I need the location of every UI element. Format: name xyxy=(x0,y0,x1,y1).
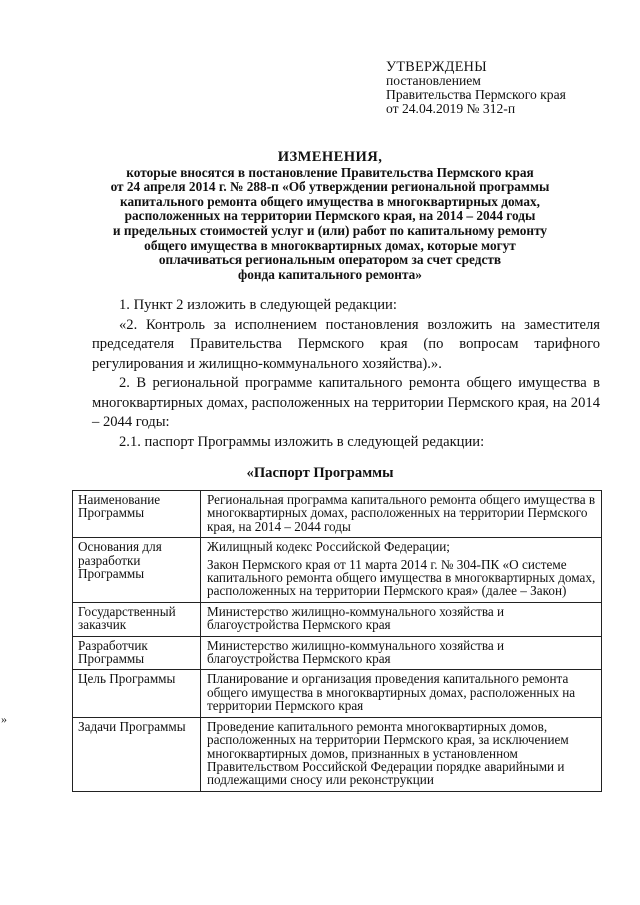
document-title xyxy=(70,150,590,282)
margin-mark: » xyxy=(1,712,7,726)
passport-title: «Паспорт Программы xyxy=(246,465,394,481)
row-value: Региональная программа капитального ремонта общего имущества в многоквартирных домах, расположенных на территории Пермского края, на 2014 – 2044 годы xyxy=(201,491,602,538)
title-line: фонда капитального ремонта» xyxy=(238,266,422,282)
table-row xyxy=(73,670,602,717)
approval-line: постановлением xyxy=(386,73,481,88)
table-row xyxy=(73,602,602,636)
table-row xyxy=(73,636,602,670)
table-row xyxy=(73,717,602,791)
approval-block xyxy=(386,60,566,116)
title-line: расположенных на территории Пермского края, на 2014 – 2044 годы xyxy=(124,208,536,224)
row-value: Планирование и организация проведения капитального ремонта общего имущества в многоквартирных домах, расположенных на территории Пермского края xyxy=(201,670,602,717)
table-row xyxy=(73,538,602,603)
row-label: Наименование Программы xyxy=(73,491,201,538)
approval-heading: УТВЕРЖДЕНЫ xyxy=(386,59,487,75)
row-value-cell xyxy=(201,538,602,603)
row-value: Министерство жилищно-коммунального хозяйства и благоустройства Пермского края xyxy=(201,602,602,636)
title-line: которые вносятся в постановление Правительства Пермского края xyxy=(126,164,534,180)
table-row xyxy=(73,491,602,538)
title-line: общего имущества в многоквартирных домах, которые могут xyxy=(144,237,516,253)
row-label: Основания для разработки Программы xyxy=(73,538,201,603)
row-label: Цель Программы xyxy=(73,670,201,717)
approval-line: Правительства Пермского края xyxy=(386,87,566,102)
paragraph-3: 2. В региональной программе капитального ремонта общего имущества в многоквартирных домах, расположенных на территории Пермского края, на 2014 – 2044 годы: xyxy=(92,375,600,430)
paragraph-2: «2. Контроль за исполнением постановления возложить на заместителя председателя Правительства Пермского края (по вопросам тарифного регулирования и жилищно-коммунального хозяйства).». xyxy=(92,316,600,372)
paragraph-4: 2.1. паспорт Программы изложить в следующей редакции: xyxy=(119,433,485,450)
row-value: Жилищный кодекс Российской Федерации; xyxy=(207,539,450,555)
approval-line: от 24.04.2019 № 312-п xyxy=(386,101,516,116)
row-value: Министерство жилищно-коммунального хозяйства и благоустройства Пермского края xyxy=(201,636,602,670)
row-value: Закон Пермского края от 11 марта 2014 г. № 304-ПК «О системе капитального ремонта общего имущества в многоквартирных домах, расположенных на территории Пермского края» (далее – Закон) xyxy=(207,556,596,599)
passport-table xyxy=(72,490,602,792)
row-label: Разработчик Программы xyxy=(73,636,201,670)
row-label: Задачи Программы xyxy=(73,717,201,791)
row-label: Государственный заказчик xyxy=(73,602,201,636)
title-heading: ИЗМЕНЕНИЯ, xyxy=(277,149,383,165)
title-line: капитального ремонта общего имущества в многоквартирных домах, xyxy=(120,193,540,209)
title-line: от 24 апреля 2014 г. № 288-п «Об утверждении региональной программы xyxy=(110,179,550,195)
document-body xyxy=(92,296,600,452)
title-line: оплачиваться региональным оператором за счет средств xyxy=(158,252,502,268)
paragraph-1: 1. Пункт 2 изложить в следующей редакции: xyxy=(119,297,397,313)
row-value: Проведение капитального ремонта многоквартирных домов, расположенных на территории Пермского края, за исключением многоквартирных домов, признанных в установленном Правительством Российской Федерации порядке аварийными и подлежащими сносу или реконструкции xyxy=(201,717,602,791)
title-line: и предельных стоимостей услуг и (или) работ по капитальному ремонту xyxy=(112,222,548,238)
